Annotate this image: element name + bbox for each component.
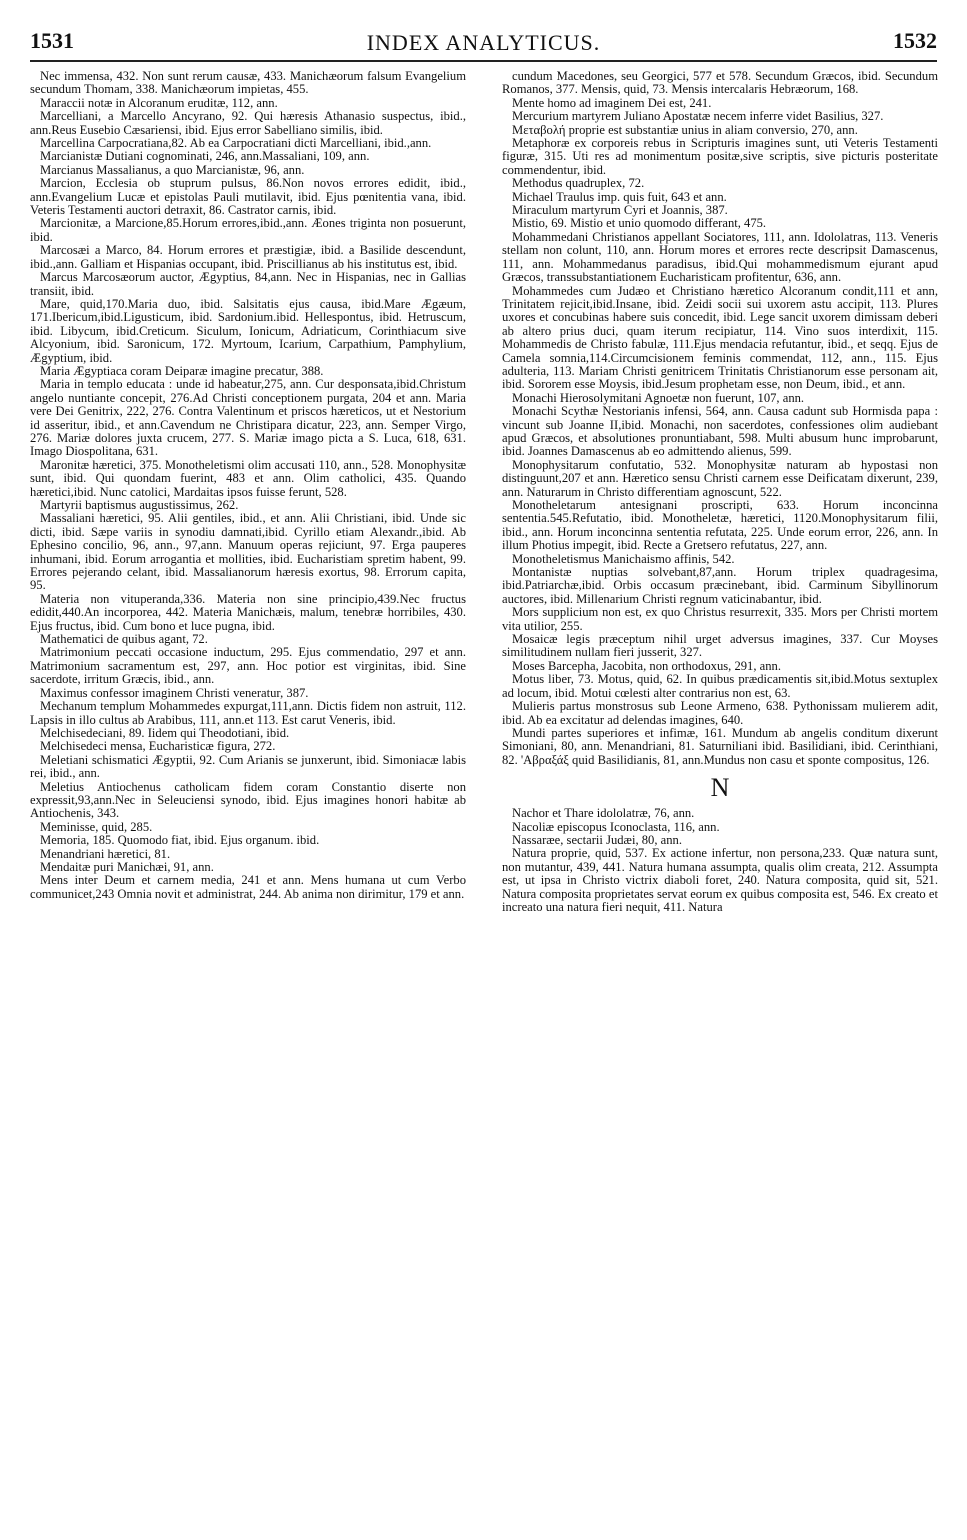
index-entry: Maximus confessor imaginem Christi veneratur, 387. (40, 685, 309, 700)
index-entry: Menandriani hæretici, 81. (40, 846, 171, 861)
index-entry: Melchisedeciani, 89. Iidem qui Theodotiani, ibid. (40, 725, 290, 740)
index-entry: Monotheletarum antesignani proscripti, 633. Horum inconcinna sententia.545.Refutatio, ibid. Monotheletæ, hæretici, 1120.Monophysitarum filii, ibid., ann. Horum inconcinna sententia refutata, 225. Unde eorum error, 226, ann. In illum Photius impegit, ibid. Recte a Gretsero refutatus, 227, ann. (502, 498, 938, 553)
index-entry: Marcus Marcosæorum auctor, Ægyptius, 84,ann. Nec in Hispanias, nec in Gallias transiit, ibid. (30, 270, 466, 298)
index-entry: Marcionitæ, a Marcione,85.Horum errores,ibid.,ann. Æones triginta non posuerunt, ibid. (30, 216, 466, 244)
index-entry: Natura proprie, quid, 537. Ex actione infertur, non persona,233. Quæ natura sunt, non mutantur, 439, 441. Natura humana assumpta, qualis olim creata, 212. Assumpta est, ut ipsa in Christo victrix diaboli foret, 240. Natura composita, quid sit, 521. Natura composita proprietates servat eorum ex quibus composita est, 546. Ex creato et increato una natura fieri nequit, 411. Natura (502, 846, 938, 914)
index-entry: Monachi Hierosolymitani Agnoetæ non fuerunt, 107, ann. (512, 390, 805, 405)
index-entry: Meletiani schismatici Ægyptii, 92. Cum Arianis se junxerunt, ibid. Simoniacæ labis rei, ibid., ann. (30, 752, 466, 781)
index-entry: Marcion, Ecclesia ob stuprum pulsus, 86.Non novos errores edidit, ibid., ann.Evangelium Lucæ et epistolas Pauli mutilavit, ibid. Ejus pœnitentia vana, ibid. Veteris Testamenti auctori detraxit, 86. Castrator carnis, ibid. (30, 176, 466, 218)
index-entry: Nachor et Thare idololatræ, 76, ann. (512, 806, 695, 821)
index-entry: Mistio, 69. Mistio et unio quomodo differant, 475. (512, 216, 767, 231)
index-entry: Nassaræe, sectarii Judæi, 80, ann. (512, 832, 682, 847)
index-entry: Memoria, 185. Quomodo fiat, ibid. Ejus organum. ibid. (40, 833, 320, 848)
page-header (30, 28, 937, 58)
index-entry: Meletius Antiochenus catholicam fidem coram Constantio diserte non expressit,93,ann.Nec in Seleuciensi synodo, ibid. Ejus imagines honori habitæ ab Antiochenis, 343. (30, 779, 466, 821)
index-entry: Metaphoræ ex corporeis rebus in Scripturis imagines sunt, uti Veteris Testamenti figuræ, 315. Uti res ad monimentum positæ,sive scriptis, sive picturis posteritate commendentur, ibid. (502, 136, 938, 177)
index-entry: Maronitæ hæretici, 375. Monotheletismi olim accusati 110, ann., 528. Monophysitæ sunt, ibid. Qui quondam fuerint, 483 et ann. Olim catholici, 435. Quando hæretici,ibid. Nunc catolici, Mardaitas ipsos fuisse ferunt, 528. (30, 457, 466, 499)
index-entry: Mendaitæ puri Manichæi, 91, ann. (40, 859, 214, 874)
page-number-right: 1532 (893, 28, 937, 53)
index-entry: Melchisedeci mensa, Eucharisticæ figura, 272. (40, 739, 276, 754)
index-entry: Motus liber, 73. Motus, quid, 62. In quibus prædicamentis sit,ibid.Motus sextuplex ad locum, ibid. Motui cœlesti alter contrarius non est, 63. (502, 672, 938, 700)
index-entry: Methodus quadruplex, 72. (512, 176, 645, 191)
index-entry: Marcellina Carpocratiana,82. Ab ea Carpocratiani dicti Marcelliani, ibid.,ann. (40, 136, 432, 151)
index-entry: Mercurium martyrem Juliano Apostatæ necem inferre videt Basilius, 327. (512, 109, 884, 124)
index-entry: Maraccii notæ in Alcoranum eruditæ, 112, ann. (40, 95, 278, 110)
header-rule (30, 60, 937, 62)
index-entry: Maria Ægyptiaca coram Deiparæ imagine precatur, 388. (40, 363, 324, 378)
index-entry: Monachi Scythæ Nestorianis infensi, 564, ann. Causa cadunt sub Hormisda papa : vincunt sub Joanne II,ibid. Monachi, non sacerdotes, confessiones olim audiebant apud Græcos, et absolutiones pronuntiabant, 598. Multi abusum hunc improbarunt, ibid. Joannes Damascenus ab eo admittendo alienus, 599. (502, 404, 938, 459)
index-entry: Mosaicæ legis præceptum nihil urget adversus imagines, 337. Cur Moyses similitudinem nullam fieri jusserit, 327. (502, 632, 938, 660)
index-entry: Nec immensa, 432. Non sunt rerum causæ, 433. Manichæorum falsum Evangelium secundum Thomam, 338. Manichæorum impietas, 455. (30, 70, 466, 97)
index-entry: Matrimonium peccati occasione inductum, 295. Ejus commendatio, 297 et ann. Matrimonium sacramentum est, 297, ann. Hoc potior est virginitas, ibid. Sine sacerdote, irritum Græcis, ibid., ann. (30, 645, 466, 687)
right-column (502, 70, 938, 1520)
index-entry: Mulieris partus monstrosus sub Leone Armeno, 638. Pythonissam mulierem adit, ibid. Ab ea excitatur ad delendas imagines, 640. (502, 699, 938, 727)
index-entry: Meminisse, quid, 285. (40, 819, 153, 834)
index-entry: Mente homo ad imaginem Dei est, 241. (512, 95, 712, 110)
index-entry: Materia non vituperanda,336. Materia non sine principio,439.Nec fructus edidit,440.An incorporea, 442. Materia Manichæis, malum, tenebræ horribiles, 430. Ejus fructus, ibid. Cum bono et luce pugna, ibid. (30, 591, 466, 633)
index-entry: Mohammedani Christianos appellant Sociatores, 111, ann. Idololatras, 113. Veneris stellam non colunt, 110, ann. Horum mores et errores recte descripsit Damascenus, 111, ann. Mohammedanus paradisus, ibid.Qui mohammedismum ejurant apud Græcos, transsubstantiationem Eucharisticam profitentur, 636, ann. (502, 229, 938, 285)
index-entry: Maria in templo educata : unde id habeatur,275, ann. Cur desponsata,ibid.Christum angelo nuntiante concepit, 276.Ad Christi conceptionem purgata, 204 et ann. Maria vere Dei Genitrix, 222, 276. Contra Valentinum et priscos hæreticos, ut et Nestorium id asseritur, ibid., et ann.Cavendum ne Christipara dicatur, 223, ann. Semper Virgo, 276. Mariæ dolores juxta crucem, 277. S. Mariæ imago picta a S. Luca, 618, 631. Imago Diospolitana, 631. (30, 377, 466, 459)
page-number-left: 1531 (30, 28, 74, 53)
index-entry: cundum Macedones, seu Georgici, 577 et 578. Secundum Græcos, ibid. Secundum Romanos, 377. Mensis, quid, 73. Mensis intercalaris Hebræorum, 168. (502, 70, 938, 97)
index-entry: Monotheletismus Manichaismo affinis, 542. (512, 551, 735, 566)
index-entry: Massaliani hæretici, 95. Alii gentiles, ibid., et ann. Alii Christiani, ibid. Unde sic dicti, ibid. Sæpe variis in synodiu damnati,ibid. Cyrillo etiam Alexandr.,ibid. Ab Ephesino concilio, 96, ann., 97,ann. Manuum operas rejiciunt, 97. Erga pauperes inhumani, ibid. Eorum arrogantia et mollities, ibid. Eucharistiam spretim habent, 99. Errores pejerando celant, ibid. Massalianorum hæresis exortus, 98. Errorum capita, 95. (30, 511, 466, 593)
index-entry: Mechanum templum Mohammedes expurgat,111,ann. Dictis fidem non astruit, 112. Lapsis in illo cultus ab Arabibus, 111, ann.et 113. Est carut Veneris, ibid. (30, 699, 466, 727)
index-entry: Monophysitarum confutatio, 532. Monophysitæ naturam ab hypostasi non distinguunt,207 et ann. Hæretico sensu Christi carnem esse Deificatam dixerunt, 239, ann. Naturarum in Christo differentiam agnoscunt, 522. (502, 457, 938, 499)
index-entry: Martyrii baptismus augustissimus, 262. (40, 498, 239, 512)
index-entry: Mathematici de quibus agant, 72. (40, 632, 208, 647)
index-entry: Mundi partes superiores et infimæ, 161. Mundum ab angelis conditum dixerunt Simoniani, 80, ann. Menandriani, 81. Saturniliani ibid. Basilidiani, ibid. Cerinthiani, 82. 'Αβραξάξ quid Basilidianis, 81, ann.Mundus non casu et sponte compositus, 126. (502, 725, 938, 767)
index-entry: Montanistæ nuptias solvebant,87,ann. Horum triplex quadragesima, ibid.Patriarchæ,ibid. Orbis occasum præcinebant, ibid. Carminum Sibyllinorum auctores, ibid. Millenarium Christi regnum vaticinabantur, ibid. (502, 565, 938, 606)
index-entry: Nacoliæ episcopus Iconoclasta, 116, ann. (512, 819, 720, 834)
left-column (30, 70, 466, 1520)
index-entry: Marcosæi a Marco, 84. Horum errores et præstigiæ, ibid. a Basilide descendunt, ibid.,ann. Galliam et Hispanias occupant, ibid. Priscillianus ab his institutus est, ibid. (30, 243, 466, 271)
index-entry: Moses Barcepha, Jacobita, non orthodoxus, 291, ann. (512, 658, 781, 673)
running-title: INDEX ANALYTICUS. (366, 30, 601, 55)
index-entry: Marcianistæ Dutiani cognominati, 246, ann.Massaliani, 109, ann. (40, 149, 370, 164)
index-entry: Miraculum martyrum Cyri et Joannis, 387. (512, 203, 728, 218)
section-letter-heading: N (710, 773, 730, 803)
index-entry: Mohammedes cum Judæo et Christiano hæretico Alcoranum condit,111 et ann, Trinitatem rejicit,ibid.Insane, ibid. Zeidi socii sui uxorem astu accipit, 113. Plures uxores et concubinas habere suis concedit, ibid. Lege sancit uxorem dimissam deberi ab altero prius duci, quam iterum recipiatur, 114. Vino suos interdixit, 115. Mohammedis de Christo fabulæ, 111.Ejus mendacia refutantur, ibid., et seqq. Ejus de Camela somnia,114.Circumcisionem feminis commendat, 112, ann., 115. Ejus adulteria, 113. Mariam Christi genitricem Trinitatis Christianorum esse personam ait, ibid. Sororem esse Moysis, ibid.Jesum prophetam esse, non Deum, ibid., et ann. (502, 283, 938, 392)
index-entry: Mors supplicium non est, ex quo Christus resurrexit, 335. Mors per Christi mortem vita utilior, 255. (502, 605, 938, 633)
index-entry: Μεταβολή proprie est substantiæ unius in aliam conversio, 270, ann. (512, 122, 858, 137)
index-entry: Marcianus Massalianus, a quo Marcianistæ, 96, ann. (40, 162, 305, 177)
index-entry: Mare, quid,170.Maria duo, ibid. Salsitatis ejus causa, ibid.Mare Ægæum, 171.Ibericum,ibid.Ligusticum, ibid. Sardonium.ibid. Hellespontus, ibid. Hetruscum, ibid. Libycum, ibid.Creticum. Siculum, Ionicum, Adriaticum, Corinthiacum sive Alcyonium, ibid. Saronicum, 172. Myrtoum, Icarium, Carpathium, Pamphylium, Ægyptium, ibid. (30, 296, 466, 365)
index-entry: Mens inter Deum et carnem media, 241 et ann. Mens humana ut cum Verbo communicet,243 Omnia novit et administrat, 244. Ab anima non dirimitur, 179 et ann. (30, 873, 466, 901)
index-entry: Michael Traulus imp. quis fuit, 643 et ann. (512, 189, 727, 204)
index-entry: Marcelliani, a Marcello Ancyrano, 92. Qui hæresis Athanasio suspectus, ibid., ann.Reus Eusebio Cæsariensi, ibid. Ejus error Sabelliano similis, ibid. (30, 109, 466, 137)
